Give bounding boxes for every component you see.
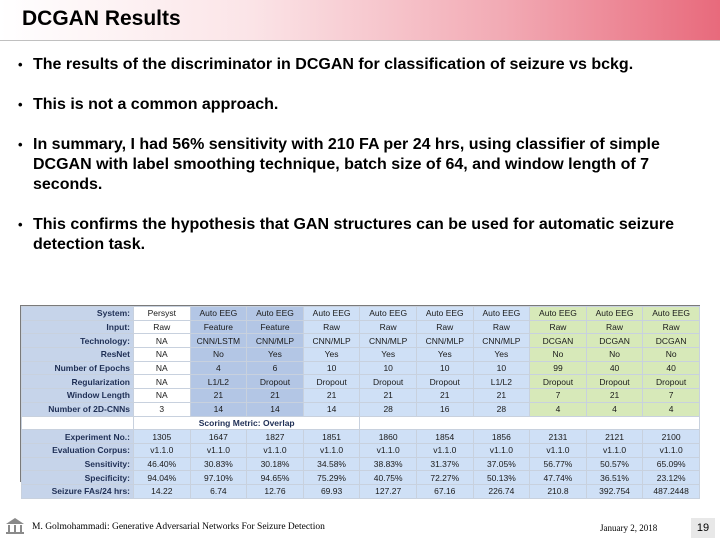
table-cell: 99: [530, 361, 587, 375]
table-cell: 50.57%: [586, 457, 643, 471]
row-label: Input:: [22, 320, 134, 334]
table-cell: Raw: [134, 320, 191, 334]
table-cell: L1/L2: [190, 375, 247, 389]
table-cell: 1851: [303, 430, 360, 444]
row-label: ResNet: [22, 348, 134, 362]
table-cell: Auto EEG: [247, 307, 304, 321]
table-cell: 210.8: [530, 484, 587, 498]
table-cell: Auto EEG: [303, 307, 360, 321]
table-cell: 47.74%: [530, 471, 587, 485]
scoring-metric-label: Scoring Metric: Overlap: [134, 416, 360, 430]
table-cell: 127.27: [360, 484, 417, 498]
table-cell: 7: [530, 389, 587, 403]
table-row: [22, 457, 700, 471]
table-cell: 30.83%: [190, 457, 247, 471]
table-cell: Dropout: [643, 375, 700, 389]
config-rows: [22, 307, 700, 417]
table-cell: 36.51%: [586, 471, 643, 485]
table-row: [22, 443, 700, 457]
table-cell: 1827: [247, 430, 304, 444]
table-cell: L1/L2: [473, 375, 530, 389]
table-cell: 10: [303, 361, 360, 375]
table-cell: DCGAN: [643, 334, 700, 348]
row-label: Technology:: [22, 334, 134, 348]
table-cell: NA: [134, 389, 191, 403]
table-row: [22, 307, 700, 321]
table-cell: 56.77%: [530, 457, 587, 471]
row-label: Evaluation Corpus:: [22, 443, 134, 457]
results-table: [20, 305, 700, 497]
table-cell: 2100: [643, 430, 700, 444]
table-cell: 10: [473, 361, 530, 375]
table-cell: 40: [643, 361, 700, 375]
table-cell: 16: [416, 402, 473, 416]
table-cell: 38.83%: [360, 457, 417, 471]
table-row: [22, 361, 700, 375]
table-cell: 4: [530, 402, 587, 416]
table-cell: 21: [303, 389, 360, 403]
table-cell: 7: [643, 389, 700, 403]
table-cell: 67.16: [416, 484, 473, 498]
table-cell: Feature: [190, 320, 247, 334]
table-cell: v1.1.0: [643, 443, 700, 457]
footer-author-title: M. Golmohammadi: Generative Adversarial Networks For Seizure Detection: [32, 522, 325, 532]
bullet-item: • This is not a common approach.: [18, 95, 708, 115]
table-cell: CNN/LSTM: [190, 334, 247, 348]
table-cell: 6: [247, 361, 304, 375]
table-cell: 14: [247, 402, 304, 416]
bullet-item: • This confirms the hypothesis that GAN structures can be used for automatic seizure detection task.: [18, 215, 708, 255]
table-cell: 1305: [134, 430, 191, 444]
row-label: Window Length: [22, 389, 134, 403]
table-cell: Raw: [360, 320, 417, 334]
table-cell: CNN/MLP: [247, 334, 304, 348]
table-cell: Persyst: [134, 307, 191, 321]
table-cell: 21: [360, 389, 417, 403]
table-cell: 65.09%: [643, 457, 700, 471]
table-cell: NA: [134, 361, 191, 375]
table-cell: Auto EEG: [643, 307, 700, 321]
table-cell: 12.76: [247, 484, 304, 498]
table-cell: 28: [473, 402, 530, 416]
table-cell: 34.58%: [303, 457, 360, 471]
table-cell: 2131: [530, 430, 587, 444]
temple-logo-icon: [4, 516, 26, 536]
table-cell: 75.29%: [303, 471, 360, 485]
table-cell: Raw: [473, 320, 530, 334]
table-cell: 23.12%: [643, 471, 700, 485]
page-number: 19: [691, 518, 715, 538]
row-label: Sensitivity:: [22, 457, 134, 471]
table-cell: Feature: [247, 320, 304, 334]
table-cell: 94.65%: [247, 471, 304, 485]
table-cell: 487.2448: [643, 484, 700, 498]
table-cell: Dropout: [360, 375, 417, 389]
table-cell: NA: [134, 375, 191, 389]
table-cell: 4: [643, 402, 700, 416]
table-cell: Raw: [586, 320, 643, 334]
table-cell: Auto EEG: [530, 307, 587, 321]
table-cell: No: [586, 348, 643, 362]
table-cell: No: [190, 348, 247, 362]
table-cell: v1.1.0: [416, 443, 473, 457]
table-cell: Yes: [360, 348, 417, 362]
table-cell: v1.1.0: [247, 443, 304, 457]
table-row: [22, 320, 700, 334]
table-cell: 28: [360, 402, 417, 416]
table-cell: Raw: [643, 320, 700, 334]
table-cell: Dropout: [530, 375, 587, 389]
table-cell: DCGAN: [586, 334, 643, 348]
table-cell: Auto EEG: [473, 307, 530, 321]
table-cell: 50.13%: [473, 471, 530, 485]
table-cell: Dropout: [586, 375, 643, 389]
table-cell: 40.75%: [360, 471, 417, 485]
table-cell: NA: [134, 334, 191, 348]
table-cell: 2121: [586, 430, 643, 444]
table-cell: Auto EEG: [360, 307, 417, 321]
table-cell: Auto EEG: [190, 307, 247, 321]
table-cell: CNN/MLP: [473, 334, 530, 348]
table-cell: Dropout: [247, 375, 304, 389]
table-cell: 21: [247, 389, 304, 403]
table-row: [22, 430, 700, 444]
table-cell: 21: [473, 389, 530, 403]
table-cell: No: [530, 348, 587, 362]
table-cell: 6.74: [190, 484, 247, 498]
table-cell: v1.1.0: [303, 443, 360, 457]
bullet-list: [18, 55, 708, 275]
table-cell: Raw: [416, 320, 473, 334]
row-label: Regularization: [22, 375, 134, 389]
table-cell: Yes: [473, 348, 530, 362]
table-cell: 94.04%: [134, 471, 191, 485]
table-cell: Dropout: [303, 375, 360, 389]
bullet-item: • In summary, I had 56% sensitivity with 210 FA per 24 hrs, using classifier of simple DCGAN with label smoothing technique, batch size of 64, and window length of 7 seconds.: [18, 135, 708, 195]
table-cell: 72.27%: [416, 471, 473, 485]
row-label: Number of Epochs: [22, 361, 134, 375]
table-cell: Yes: [303, 348, 360, 362]
table-cell: 21: [190, 389, 247, 403]
table-row: [22, 348, 700, 362]
table-cell: Yes: [416, 348, 473, 362]
table-cell: 226.74: [473, 484, 530, 498]
table-cell: v1.1.0: [190, 443, 247, 457]
row-label: Number of 2D-CNNs: [22, 402, 134, 416]
table-cell: 69.93: [303, 484, 360, 498]
slide-title: DCGAN Results: [22, 7, 181, 30]
table-cell: v1.1.0: [473, 443, 530, 457]
table-cell: v1.1.0: [360, 443, 417, 457]
row-label: Specificity:: [22, 471, 134, 485]
table-cell: Raw: [303, 320, 360, 334]
score-rows: [22, 430, 700, 498]
table-cell: 40: [586, 361, 643, 375]
table-cell: 1854: [416, 430, 473, 444]
title-divider: [0, 40, 720, 41]
table-cell: 46.40%: [134, 457, 191, 471]
table-cell: 31.37%: [416, 457, 473, 471]
table-cell: 37.05%: [473, 457, 530, 471]
footer-date: January 2, 2018: [600, 523, 658, 533]
table-cell: Dropout: [416, 375, 473, 389]
table-cell: CNN/MLP: [416, 334, 473, 348]
table-cell: 10: [360, 361, 417, 375]
table-cell: v1.1.0: [586, 443, 643, 457]
table-row: [22, 484, 700, 498]
row-label: System:: [22, 307, 134, 321]
table-cell: 4: [586, 402, 643, 416]
table-cell: 14: [303, 402, 360, 416]
table-cell: No: [643, 348, 700, 362]
bullet-item: • The results of the discriminator in DCGAN for classification of seizure vs bckg.: [18, 55, 708, 75]
table-cell: NA: [134, 348, 191, 362]
table-cell: 21: [416, 389, 473, 403]
table-row: [22, 389, 700, 403]
table-row: [22, 375, 700, 389]
table-cell: Auto EEG: [416, 307, 473, 321]
scoring-spacer: [22, 416, 134, 430]
scoring-header-row: [22, 416, 700, 430]
table-cell: 21: [586, 389, 643, 403]
table-cell: 97.10%: [190, 471, 247, 485]
table-row: [22, 334, 700, 348]
scoring-spacer: [360, 416, 700, 430]
table-cell: CNN/MLP: [303, 334, 360, 348]
table-cell: v1.1.0: [134, 443, 191, 457]
table-row: [22, 471, 700, 485]
table-cell: 1860: [360, 430, 417, 444]
table-cell: 3: [134, 402, 191, 416]
table-cell: 30.18%: [247, 457, 304, 471]
table-row: [22, 402, 700, 416]
table-cell: 392.754: [586, 484, 643, 498]
row-label: Experiment No.:: [22, 430, 134, 444]
table-cell: Raw: [530, 320, 587, 334]
table-cell: Auto EEG: [586, 307, 643, 321]
row-label: Seizure FAs/24 hrs:: [22, 484, 134, 498]
table-cell: 1647: [190, 430, 247, 444]
table-cell: Yes: [247, 348, 304, 362]
table-cell: CNN/MLP: [360, 334, 417, 348]
table-cell: v1.1.0: [530, 443, 587, 457]
table-cell: 14: [190, 402, 247, 416]
table-cell: DCGAN: [530, 334, 587, 348]
table-cell: 1856: [473, 430, 530, 444]
table-cell: 10: [416, 361, 473, 375]
table-cell: 14.22: [134, 484, 191, 498]
table-cell: 4: [190, 361, 247, 375]
